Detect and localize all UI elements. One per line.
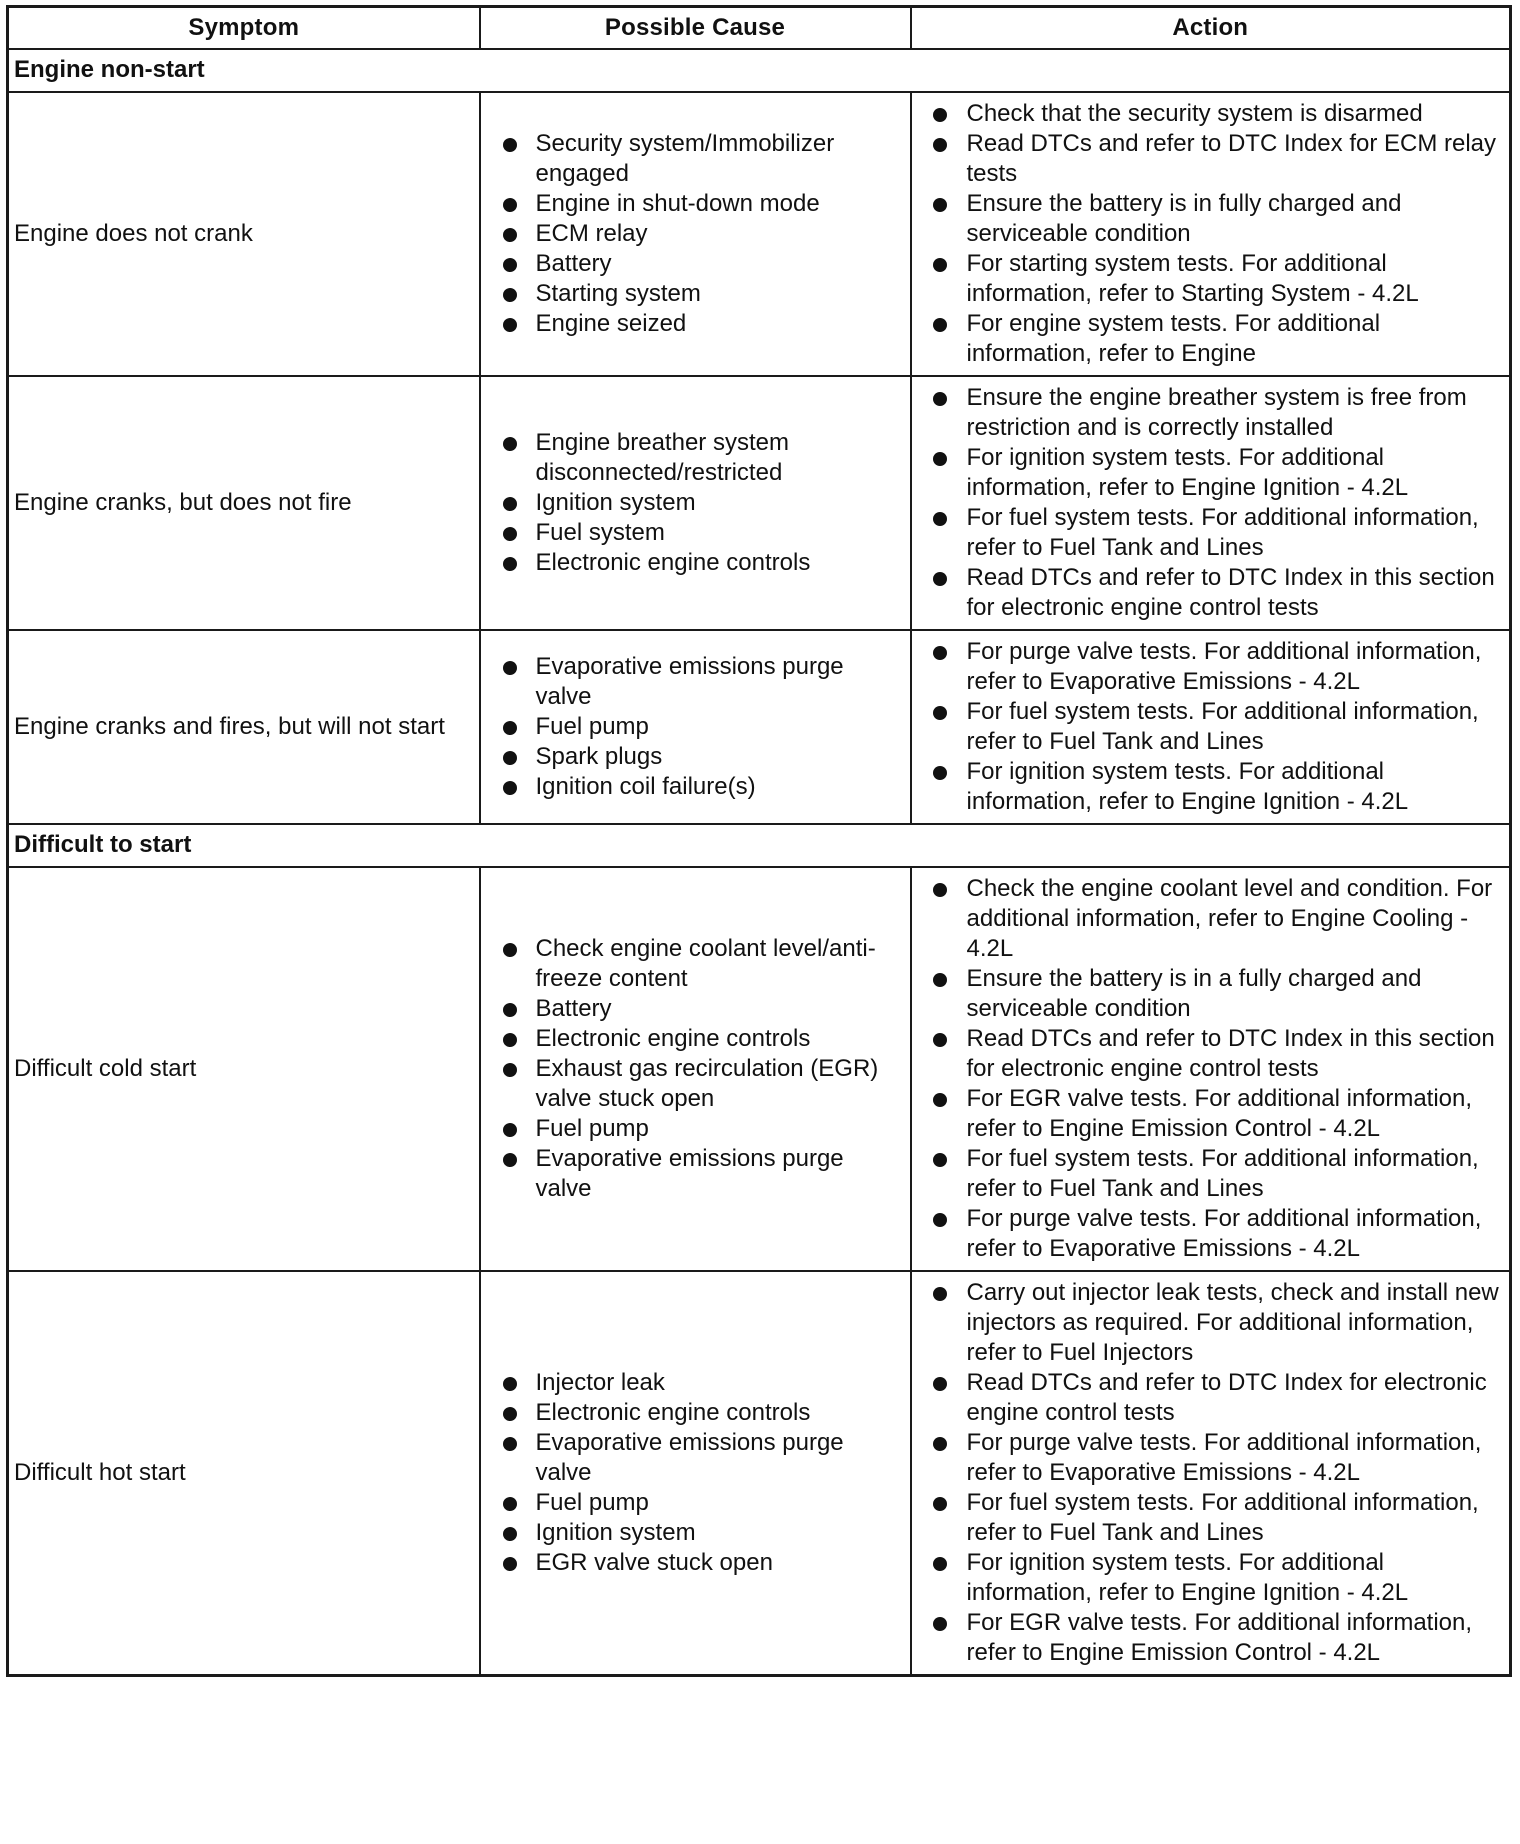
cause-item: [503, 742, 904, 772]
bullet-icon: [503, 1377, 517, 1391]
cause-text: ECM relay: [535, 219, 648, 247]
cause-text: Fuel system: [535, 518, 665, 546]
action-text: For ignition system tests. For additional information, refer to Engine Ignition - 4.2L: [966, 757, 1409, 815]
table-body: [8, 49, 1511, 1676]
action-text: Read DTCs and refer to DTC Index for electronic engine control tests: [966, 1368, 1487, 1426]
bullet-icon: [933, 766, 947, 780]
cause-item: [503, 1488, 904, 1518]
action-text: Carry out injector leak tests, check and install new injectors as required. For additional information, refer to Fuel Injectors: [966, 1278, 1499, 1366]
action-text: For ignition system tests. For additional information, refer to Engine Ignition - 4.2L: [966, 443, 1409, 501]
bullet-icon: [503, 1437, 517, 1451]
action-item: [932, 1278, 1506, 1368]
bullet-icon: [503, 1123, 517, 1137]
bullet-icon: [933, 1557, 947, 1571]
action-item: [932, 249, 1506, 309]
cause-text: Evaporative emissions purge valve: [535, 1428, 844, 1486]
table-header: [8, 7, 1511, 49]
section-heading-row: [8, 49, 1511, 92]
symptom-cell: Engine cranks, but does not fire: [8, 376, 480, 630]
action-text: Check the engine coolant level and condition. For additional information, refer to Engine Cooling - 4.2L: [966, 874, 1493, 962]
bullet-icon: [503, 198, 517, 212]
cause-item: [503, 1114, 904, 1144]
action-text: For ignition system tests. For additional information, refer to Engine Ignition - 4.2L: [966, 1548, 1409, 1606]
action-text: For EGR valve tests. For additional information, refer to Engine Emission Control - 4.2L: [966, 1084, 1473, 1142]
cause-item: [503, 219, 904, 249]
section-title: Difficult to start: [8, 824, 1511, 867]
bullet-icon: [933, 108, 947, 122]
action-item: [932, 1144, 1506, 1204]
action-cell: [911, 867, 1511, 1271]
action-text: For purge valve tests. For additional information, refer to Evaporative Emissions - 4.2L: [966, 1204, 1482, 1262]
symptom-cell: Difficult cold start: [8, 867, 480, 1271]
bullet-icon: [933, 258, 947, 272]
action-text: For starting system tests. For additional information, refer to Starting System - 4.2L: [966, 249, 1419, 307]
cause-item: [503, 712, 904, 742]
table-row: [8, 1271, 1511, 1676]
bullet-icon: [933, 1033, 947, 1047]
action-item: [932, 309, 1506, 369]
cause-list: [503, 428, 904, 578]
header-symptom: Symptom: [8, 7, 480, 49]
section-heading-row: [8, 824, 1511, 867]
bullet-icon: [933, 646, 947, 660]
action-item: [932, 503, 1506, 563]
action-cell: [911, 376, 1511, 630]
cause-text: Security system/Immobilizer engaged: [535, 129, 835, 187]
bullet-icon: [503, 1003, 517, 1017]
bullet-icon: [503, 258, 517, 272]
cause-item: [503, 1024, 904, 1054]
bullet-icon: [933, 1437, 947, 1451]
cause-item: [503, 279, 904, 309]
bullet-icon: [503, 437, 517, 451]
cause-item: [503, 1548, 904, 1578]
action-item: [932, 1204, 1506, 1264]
cause-item: [503, 1144, 904, 1204]
action-item: [932, 189, 1506, 249]
cause-list: [503, 129, 904, 339]
section-title: Engine non-start: [8, 49, 1511, 92]
table-row: [8, 376, 1511, 630]
bullet-icon: [503, 943, 517, 957]
bullet-icon: [933, 1377, 947, 1391]
bullet-icon: [503, 288, 517, 302]
action-cell: [911, 1271, 1511, 1676]
cause-text: Evaporative emissions purge valve: [535, 1144, 844, 1202]
bullet-icon: [503, 557, 517, 571]
action-text: For fuel system tests. For additional information, refer to Fuel Tank and Lines: [966, 1488, 1479, 1546]
possible-cause-cell: [480, 630, 911, 824]
cause-text: Electronic engine controls: [535, 548, 811, 576]
cause-text: Fuel pump: [535, 1488, 649, 1516]
action-item: [932, 637, 1506, 697]
cause-item: [503, 772, 904, 802]
action-list: [932, 637, 1506, 817]
action-text: Ensure the engine breather system is free from restriction and is correctly installed: [966, 383, 1467, 441]
action-text: For fuel system tests. For additional information, refer to Fuel Tank and Lines: [966, 697, 1479, 755]
action-item: [932, 1608, 1506, 1668]
action-item: [932, 1488, 1506, 1548]
action-item: [932, 1084, 1506, 1144]
cause-list: [503, 652, 904, 802]
possible-cause-cell: [480, 867, 911, 1271]
bullet-icon: [933, 512, 947, 526]
cause-item: [503, 1518, 904, 1548]
action-item: [932, 563, 1506, 623]
cause-text: Ignition coil failure(s): [535, 772, 756, 800]
cause-text: Spark plugs: [535, 742, 663, 770]
bullet-icon: [503, 781, 517, 795]
action-list: [932, 99, 1506, 369]
cause-text: Ignition system: [535, 488, 696, 516]
bullet-icon: [503, 1557, 517, 1571]
cause-text: Battery: [535, 994, 612, 1022]
bullet-icon: [503, 497, 517, 511]
cause-text: Battery: [535, 249, 612, 277]
cause-text: Electronic engine controls: [535, 1398, 811, 1426]
bullet-icon: [933, 572, 947, 586]
bullet-icon: [933, 1213, 947, 1227]
cause-item: [503, 309, 904, 339]
cause-item: [503, 249, 904, 279]
action-text: Check that the security system is disarmed: [966, 99, 1423, 127]
bullet-icon: [503, 1063, 517, 1077]
action-text: Ensure the battery is in a fully charged and serviceable condition: [966, 964, 1422, 1022]
bullet-icon: [933, 883, 947, 897]
action-item: [932, 874, 1506, 964]
cause-item: [503, 428, 904, 488]
action-item: [932, 757, 1506, 817]
table-row: [8, 867, 1511, 1271]
action-text: Ensure the battery is in fully charged and serviceable condition: [966, 189, 1402, 247]
cause-item: [503, 934, 904, 994]
action-list: [932, 1278, 1506, 1668]
action-text: Read DTCs and refer to DTC Index in this section for electronic engine control tests: [966, 1024, 1495, 1082]
symptom-cell: Difficult hot start: [8, 1271, 480, 1676]
cause-text: Engine in shut-down mode: [535, 189, 820, 217]
action-item: [932, 697, 1506, 757]
header-possible-cause: Possible Cause: [480, 7, 911, 49]
bullet-icon: [933, 318, 947, 332]
cause-text: Injector leak: [535, 1368, 665, 1396]
cause-item: [503, 1368, 904, 1398]
action-item: [932, 1024, 1506, 1084]
cause-list: [503, 1368, 904, 1578]
header-row: [8, 7, 1511, 49]
action-text: For fuel system tests. For additional information, refer to Fuel Tank and Lines: [966, 503, 1479, 561]
symptom-cell: Engine cranks and fires, but will not start: [8, 630, 480, 824]
action-text: For purge valve tests. For additional information, refer to Evaporative Emissions - 4.2L: [966, 637, 1482, 695]
bullet-icon: [933, 198, 947, 212]
cause-item: [503, 129, 904, 189]
bullet-icon: [933, 1153, 947, 1167]
cause-item: [503, 1428, 904, 1488]
action-item: [932, 1428, 1506, 1488]
bullet-icon: [933, 973, 947, 987]
symptom-cell: Engine does not crank: [8, 92, 480, 376]
action-item: [932, 1548, 1506, 1608]
bullet-icon: [503, 751, 517, 765]
bullet-icon: [933, 1093, 947, 1107]
cause-text: Exhaust gas recirculation (EGR) valve stuck open: [535, 1054, 879, 1112]
cause-text: Electronic engine controls: [535, 1024, 811, 1052]
action-text: Read DTCs and refer to DTC Index for ECM relay tests: [966, 129, 1497, 187]
cause-text: Engine seized: [535, 309, 687, 337]
action-text: For engine system tests. For additional information, refer to Engine: [966, 309, 1381, 367]
action-text: For purge valve tests. For additional information, refer to Evaporative Emissions - 4.2L: [966, 1428, 1482, 1486]
possible-cause-cell: [480, 92, 911, 376]
action-item: [932, 383, 1506, 443]
cause-text: Check engine coolant level/anti-freeze content: [535, 934, 876, 992]
bullet-icon: [933, 138, 947, 152]
cause-item: [503, 189, 904, 219]
bullet-icon: [503, 138, 517, 152]
bullet-icon: [933, 392, 947, 406]
diagnostic-table: [6, 5, 1512, 1677]
cause-text: EGR valve stuck open: [535, 1548, 773, 1576]
cause-list: [503, 934, 904, 1204]
bullet-icon: [933, 1617, 947, 1631]
bullet-icon: [503, 1407, 517, 1421]
action-item: [932, 99, 1506, 129]
bullet-icon: [503, 318, 517, 332]
cause-item: [503, 488, 904, 518]
cause-text: Fuel pump: [535, 712, 649, 740]
cause-text: Engine breather system disconnected/restricted: [535, 428, 789, 486]
action-text: For EGR valve tests. For additional information, refer to Engine Emission Control - 4.2L: [966, 1608, 1473, 1666]
cause-text: Fuel pump: [535, 1114, 649, 1142]
bullet-icon: [503, 1153, 517, 1167]
bullet-icon: [503, 1033, 517, 1047]
bullet-icon: [503, 1527, 517, 1541]
action-item: [932, 1368, 1506, 1428]
action-item: [932, 443, 1506, 503]
bullet-icon: [933, 1497, 947, 1511]
action-item: [932, 129, 1506, 189]
cause-item: [503, 652, 904, 712]
bullet-icon: [503, 228, 517, 242]
bullet-icon: [503, 721, 517, 735]
possible-cause-cell: [480, 376, 911, 630]
cause-text: Ignition system: [535, 1518, 696, 1546]
cause-text: Evaporative emissions purge valve: [535, 652, 844, 710]
cause-item: [503, 1054, 904, 1114]
cause-text: Starting system: [535, 279, 701, 307]
table-row: [8, 92, 1511, 376]
action-item: [932, 964, 1506, 1024]
action-list: [932, 383, 1506, 623]
bullet-icon: [503, 527, 517, 541]
table-row: [8, 630, 1511, 824]
action-cell: [911, 92, 1511, 376]
action-list: [932, 874, 1506, 1264]
bullet-icon: [503, 661, 517, 675]
bullet-icon: [933, 1287, 947, 1301]
bullet-icon: [503, 1497, 517, 1511]
cause-item: [503, 548, 904, 578]
header-action: Action: [911, 7, 1511, 49]
cause-item: [503, 994, 904, 1024]
bullet-icon: [933, 452, 947, 466]
possible-cause-cell: [480, 1271, 911, 1676]
action-text: Read DTCs and refer to DTC Index in this section for electronic engine control tests: [966, 563, 1495, 621]
bullet-icon: [933, 706, 947, 720]
cause-item: [503, 518, 904, 548]
action-cell: [911, 630, 1511, 824]
action-text: For fuel system tests. For additional information, refer to Fuel Tank and Lines: [966, 1144, 1479, 1202]
cause-item: [503, 1398, 904, 1428]
